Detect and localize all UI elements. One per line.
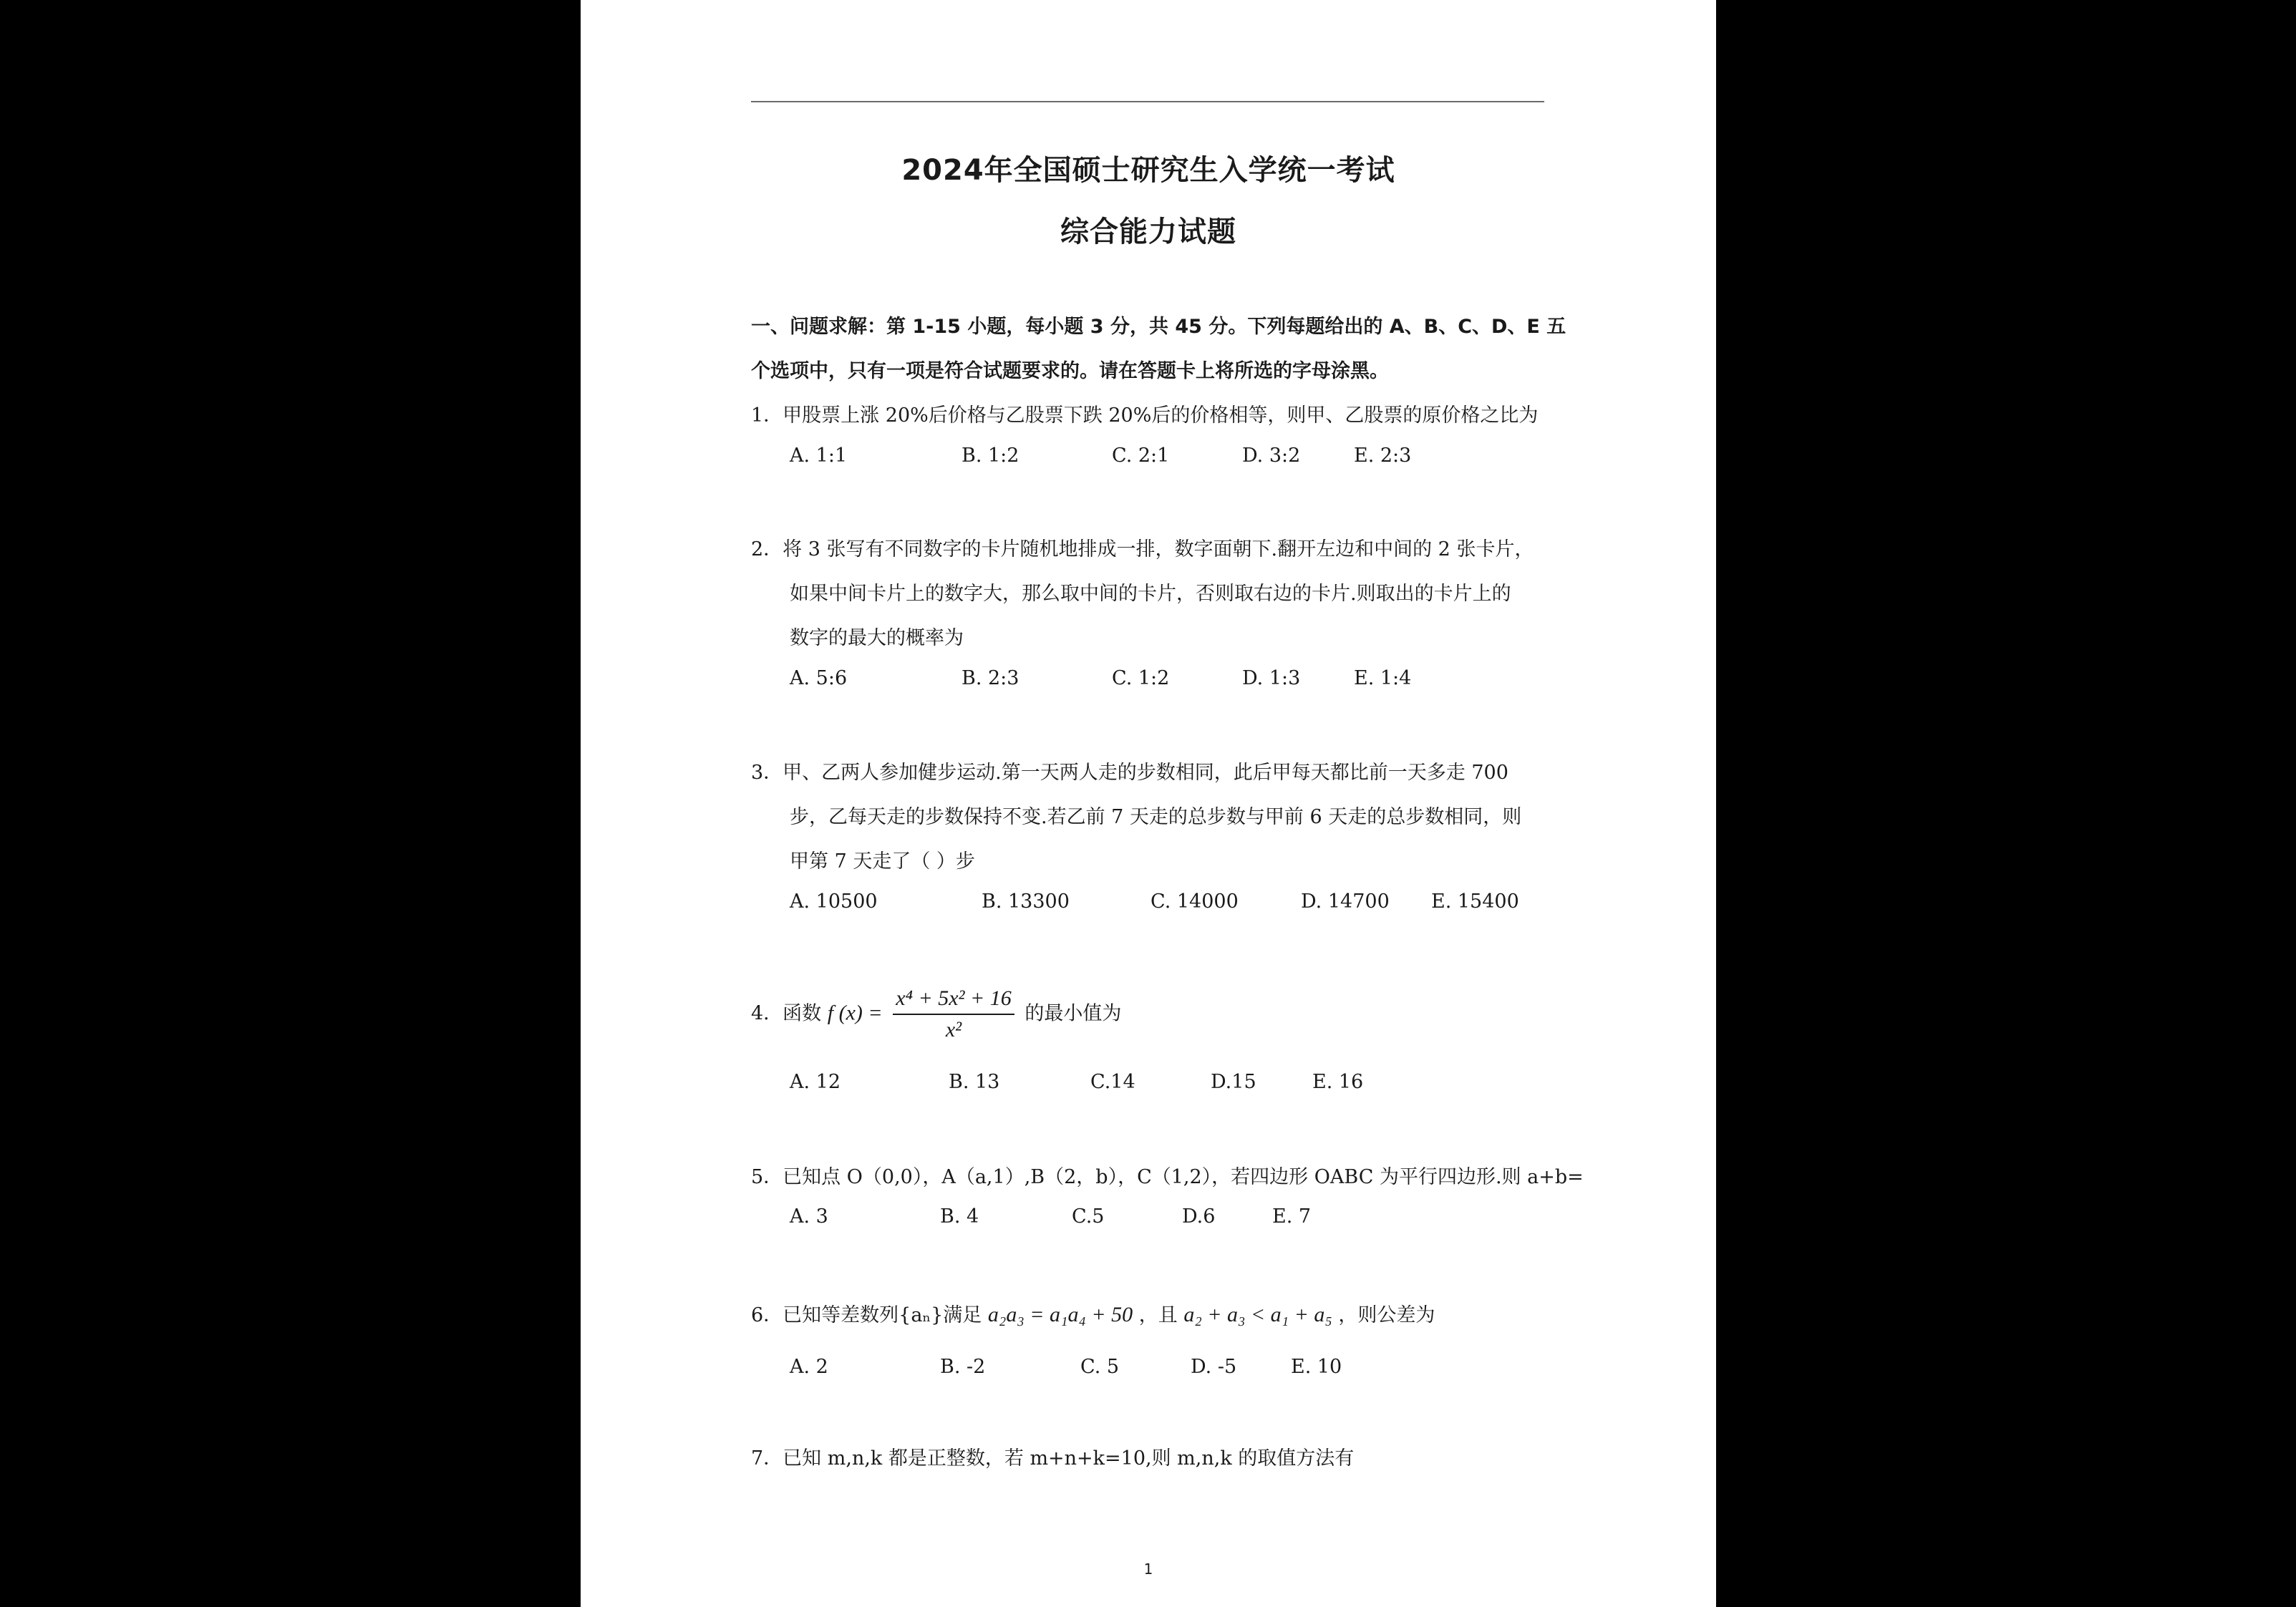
exam-subtitle: 综合能力试题	[1060, 215, 1236, 248]
question-5-text: 5．已知点 O（0,0），A（a,1）,B（2，b），C（1,2），若四边形 OABC 为平行四边形.则 a+b=	[751, 1166, 1584, 1188]
q6-inequality: a₂ + a₃ < a₁ + a₅	[1183, 1303, 1332, 1326]
header-rule	[751, 101, 1544, 102]
question-7-text: 7．已知 m,n,k 都是正整数，若 m+n+k=10,则 m,n,k 的取值方法有	[751, 1447, 1355, 1470]
question-3-line3: 甲第 7 天走了（ ）步	[790, 850, 975, 873]
question-2-line1: 2．将 3 张写有不同数字的卡片随机地排成一排，数字面朝下.翻开左边和中间的 2 张卡片，	[751, 538, 1534, 560]
q5-option-d: D.6	[1182, 1205, 1216, 1228]
q1-option-a: A. 1:1	[790, 445, 848, 467]
q2-option-e: E. 1:4	[1354, 667, 1412, 689]
section-instructions-line1: 一、问题求解：第 1-15 小题，每小题 3 分，共 45 分。下列每题给出的 A、B、C、D、E 五	[751, 316, 1566, 338]
question-1-text: 1．甲股票上涨 20%后价格与乙股票下跌 20%后的价格相等，则甲、乙股票的原价格之比为	[751, 404, 1539, 427]
q3-option-a: A. 10500	[790, 890, 878, 913]
q2-option-a: A. 5:6	[790, 667, 848, 689]
question-2-line3: 数字的最大的概率为	[790, 627, 964, 649]
q2-option-c: C. 1:2	[1112, 667, 1170, 689]
question-3-line1: 3．甲、乙两人参加健步运动.第一天两人走的步数相同，此后甲每天都比前一天多走 700	[751, 762, 1508, 784]
q5-option-e: E. 7	[1272, 1205, 1312, 1228]
q5-option-a: A. 3	[790, 1205, 828, 1228]
q3-option-d: D. 14700	[1301, 890, 1390, 913]
question-6-text	[751, 1299, 1435, 1327]
q3-option-b: B. 13300	[982, 890, 1070, 913]
q4-denominator: x²	[945, 1018, 962, 1042]
q4-option-c: C.14	[1090, 1071, 1135, 1093]
exam-page	[581, 0, 1716, 1607]
q4-option-e: E. 16	[1312, 1071, 1364, 1093]
q4-suffix: 的最小值为	[1025, 1002, 1122, 1025]
q4-fraction	[893, 986, 1014, 1042]
exam-title: 2024年全国硕士研究生入学统一考试	[901, 154, 1395, 187]
q6-option-e: E. 10	[1291, 1356, 1342, 1378]
q6-option-b: B. -2	[940, 1356, 986, 1378]
q6-mid: ，且	[1138, 1304, 1178, 1326]
q1-option-d: D. 3:2	[1242, 445, 1301, 467]
q4-option-b: B. 13	[949, 1071, 1000, 1093]
q3-option-e: E. 15400	[1431, 890, 1519, 913]
q6-equation-1: a₂a₃ = a₁a₄ + 50	[987, 1303, 1133, 1326]
question-2-line2: 如果中间卡片上的数字大，那么取中间的卡片，否则取右边的卡片.则取出的卡片上的	[790, 583, 1511, 605]
q4-option-a: A. 12	[790, 1071, 841, 1093]
q6-option-c: C. 5	[1080, 1356, 1120, 1378]
q5-option-c: C.5	[1072, 1205, 1105, 1228]
q1-option-e: E. 2:3	[1354, 445, 1412, 467]
q1-option-b: B. 1:2	[961, 445, 1019, 467]
q5-option-b: B. 4	[940, 1205, 979, 1228]
q4-prefix: 4．函数	[751, 1002, 822, 1025]
page-number: 1	[1143, 1560, 1153, 1578]
q4-function: f (x) =	[827, 1001, 883, 1025]
section-instructions-line2: 个选项中，只有一项是符合试题要求的。请在答题卡上将所选的字母涂黑。	[751, 360, 1389, 382]
q3-option-c: C. 14000	[1151, 890, 1239, 913]
question-4-text	[751, 986, 1121, 1042]
q6-prefix: 6．已知等差数列{aₙ}满足	[751, 1304, 982, 1326]
q1-option-c: C. 2:1	[1112, 445, 1170, 467]
question-3-line2: 步，乙每天走的步数保持不变.若乙前 7 天走的总步数与甲前 6 天走的总步数相同，则	[790, 806, 1522, 828]
q2-option-d: D. 1:3	[1242, 667, 1301, 689]
q4-option-d: D.15	[1211, 1071, 1256, 1093]
q2-option-b: B. 2:3	[961, 667, 1019, 689]
q4-numerator: x⁴ + 5x² + 16	[893, 986, 1014, 1015]
q6-option-d: D. -5	[1191, 1356, 1237, 1378]
q6-suffix: ，则公差为	[1338, 1304, 1435, 1326]
q6-option-a: A. 2	[790, 1356, 828, 1378]
